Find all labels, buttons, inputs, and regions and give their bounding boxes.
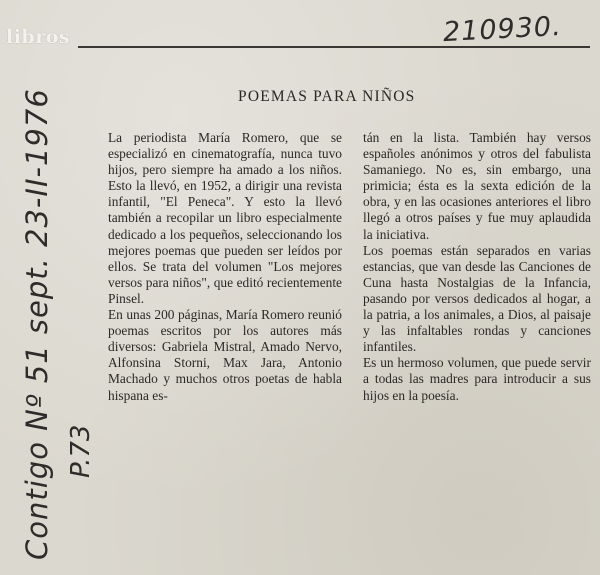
handwritten-archive-number: 210930. <box>442 10 563 49</box>
section-label: libros <box>6 26 71 48</box>
paragraph: Es un hermoso volumen, que puede servir a todas las madres para introducir a sus hijos en la poesía. <box>363 355 591 403</box>
article-column-right <box>363 130 591 404</box>
section-divider <box>78 46 590 48</box>
handwritten-margin-note: Contigo Nº 51 sept. 23-II-1976 <box>20 88 54 560</box>
paragraph: Los poemas están separados en varias estancias, que van desde las Canciones de Cuna hasta Nostalgias de la Infancia, pasando por versos dedicados al hogar, a la patria, a los animales, a Dios, al paisaje y las infaltables rondas y canciones infantiles. <box>363 242 591 355</box>
paragraph: La periodista María Romero, que se especializó en cinematografía, nunca tuvo hijos, pero siempre ha amado a los niños. Esto la llevó, en 1952, a dirigir una revista infantil, "El Peneca". Y esto la llevó también a recopilar un libro especialmente dedicado a los pequeños, seleccionando los mejores poemas que pueden ser leídos por ellos. Se trata del volumen "Los mejores versos para niños", que editó recientemente Pinsel. <box>108 130 342 306</box>
article-title: POEMAS PARA NIÑOS <box>238 88 416 105</box>
handwritten-margin-code: P.73 <box>66 424 96 478</box>
paragraph: En unas 200 páginas, María Romero reunió poemas escritos por los autores más diversos: Gabriela Mistral, Amado Nervo, Alfonsina Storni, Max Jara, Antonio Machado y muchos otros poetas de habla hispana es- <box>108 307 342 403</box>
article-column-left <box>108 130 342 404</box>
paragraph: tán en la lista. También hay versos españoles anónimos y otros del fabulista Samaniego. No es, sin embargo, una primicia; ésta es la sexta edición de la obra, y en las ocasiones anteriores el libro llegó a otros países y fue muy aplaudida la iniciativa. <box>363 130 591 242</box>
